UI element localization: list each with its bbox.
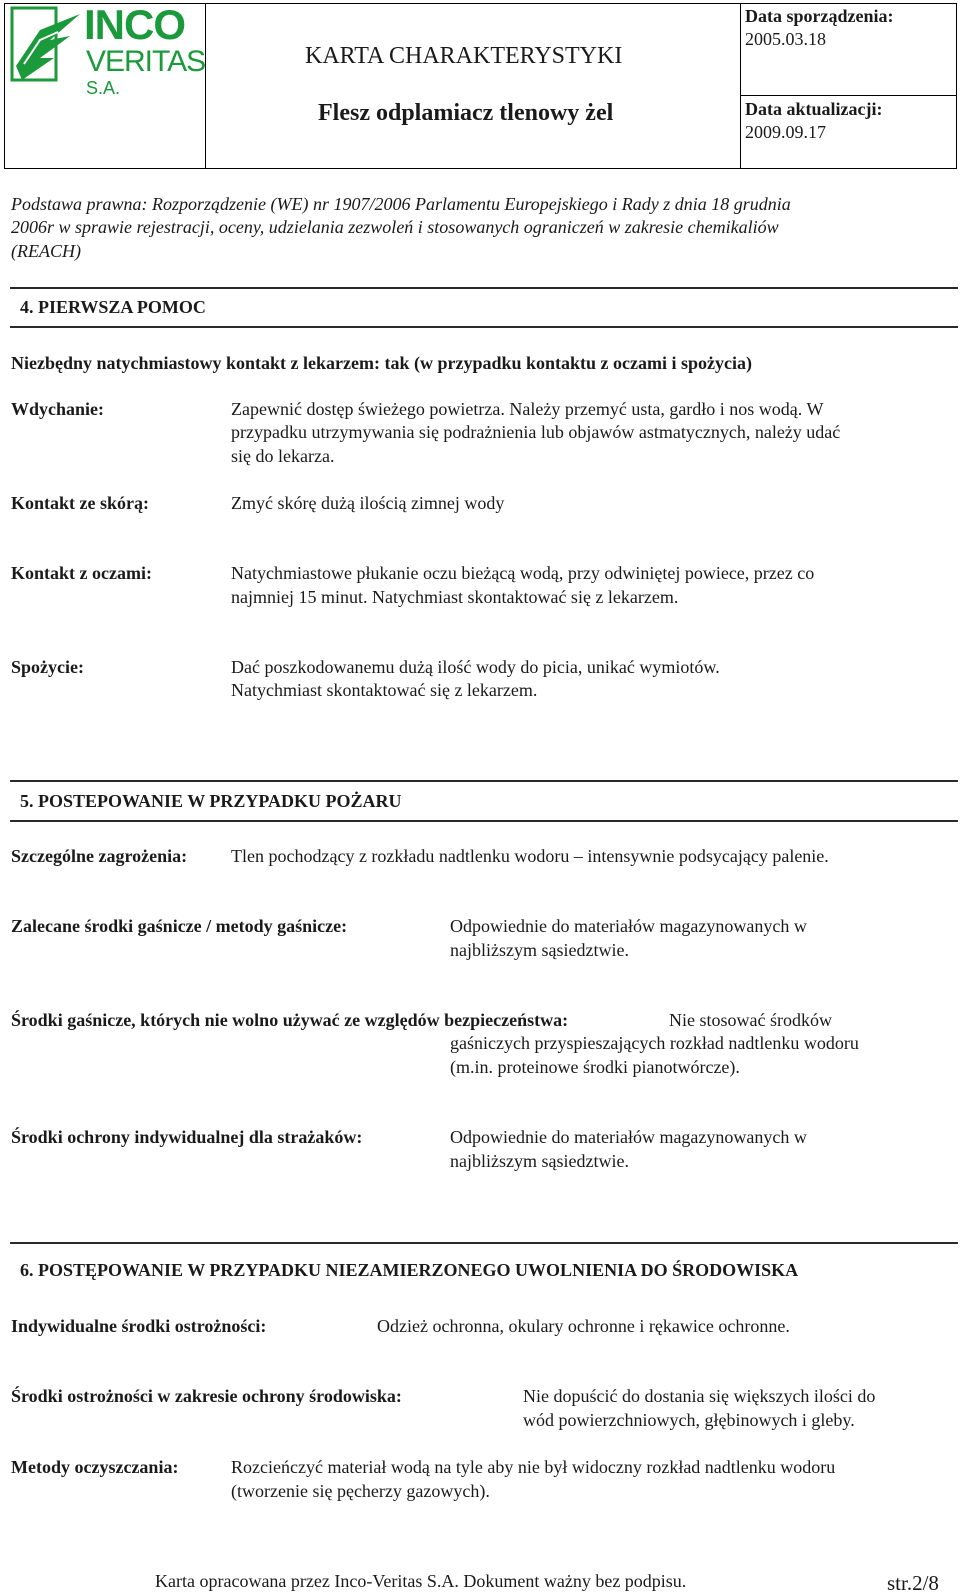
- special-hazards-text: Tlen pochodzący z rozkładu nadtlenku wodoru – intensywnie podsycający palenie.: [231, 846, 829, 866]
- ingestion-text-1: Dać poszkodowanemu dużą ilość wody do picia, unikać wymiotów.: [231, 657, 720, 677]
- firefighter-ppe-label: Środki ochrony indywidualnej dla strażaków:: [11, 1127, 363, 1147]
- firefighter-ppe-text-2: najbliższym sąsiedztwie.: [450, 1151, 629, 1171]
- ingestion-text-2: Natychmiast skontaktować się z lekarzem.: [231, 680, 538, 700]
- firefighter-ppe-text-1: Odpowiednie do materiałów magazynowanych w: [450, 1127, 807, 1147]
- eye-contact-label: Kontakt z oczami:: [11, 563, 152, 583]
- skin-contact-label: Kontakt ze skórą:: [11, 493, 149, 513]
- recommended-media-text-2: najbliższym sąsiedztwie.: [450, 940, 629, 960]
- forbidden-media-text-3: (m.in. proteinowe środki pianotwórcze).: [450, 1057, 740, 1077]
- section-5-heading: 5. POSTEPOWANIE W PRZYPADKU POŻARU: [20, 791, 402, 811]
- created-date: 2005.03.18: [745, 29, 826, 49]
- skin-contact-text: Zmyć skórę dużą ilością zimnej wody: [231, 493, 505, 513]
- document-type: KARTA CHARAKTERYSTYKI: [305, 43, 623, 69]
- footer-note: Karta opracowana przez Inco-Veritas S.A. Dokument ważny bez podpisu.: [155, 1571, 687, 1591]
- section-4-bottom-rule: [10, 326, 958, 328]
- bird-logo-icon: [10, 6, 84, 86]
- environmental-precautions-text-2: wód powierzchniowych, głębinowych i gleby.: [523, 1410, 855, 1430]
- special-hazards-label: Szczególne zagrożenia:: [11, 846, 188, 866]
- section-4-heading: 4. PIERWSZA POMOC: [20, 297, 206, 317]
- section-6-heading: 6. POSTĘPOWANIE W PRZYPADKU NIEZAMIERZONEGO UWOLNIENIA DO ŚRODOWISKA: [20, 1260, 799, 1280]
- eye-contact-text-2: najmniej 15 minut. Natychmiast skontaktować się z lekarzem.: [231, 587, 679, 607]
- eye-contact-text-1: Natychmiastowe płukanie oczu bieżącą wodą, przy odwiniętej powiece, przez co: [231, 563, 815, 583]
- created-label: Data sporządzenia:: [745, 6, 894, 26]
- product-name: Flesz odplamiacz tlenowy żel: [318, 100, 614, 126]
- section-5-top-rule: [10, 780, 958, 782]
- inhalation-text-2: przypadku utrzymywania się podrażnienia lub objawów astmatycznych, należy udać: [231, 422, 841, 442]
- page-number: str.2/8: [887, 1571, 939, 1595]
- cleanup-methods-label: Metody oczyszczania:: [11, 1457, 179, 1477]
- personal-precautions-label: Indywidualne środki ostrożności:: [11, 1316, 267, 1336]
- environmental-precautions-text-1: Nie dopuścić do dostania się większych ilości do: [523, 1386, 876, 1406]
- section-5-bottom-rule: [10, 820, 958, 822]
- inhalation-label: Wdychanie:: [11, 399, 105, 419]
- cleanup-methods-text-2: (tworzenie się pęcherzy gazowych).: [231, 1481, 490, 1501]
- inhalation-text-3: się do lekarza.: [231, 446, 335, 466]
- cleanup-methods-text-1: Rozcieńczyć materiał wodą na tyle aby nie był widoczny rozkład nadtlenku wodoru: [231, 1457, 836, 1477]
- updated-label: Data aktualizacji:: [745, 99, 883, 119]
- personal-precautions-text: Odzież ochronna, okulary ochronne i rękawice ochronne.: [377, 1316, 790, 1336]
- logo-word-sa: S.A.: [86, 78, 121, 98]
- logo-word-inco: INCO: [84, 1, 185, 48]
- legal-basis-line-1: Podstawa prawna: Rozporządzenie (WE) nr 1907/2006 Parlamentu Europejskiego i Rady z dnia 18 grudnia: [11, 194, 791, 214]
- forbidden-media-label: Środki gaśnicze, których nie wolno używać ze względów bezpieczeństwa:: [11, 1010, 569, 1030]
- company-logo: [10, 1, 206, 98]
- legal-basis-line-3: (REACH): [11, 241, 81, 261]
- recommended-media-text-1: Odpowiednie do materiałów magazynowanych w: [450, 916, 807, 936]
- ingestion-label: Spożycie:: [11, 657, 84, 677]
- section-4-top-rule: [10, 287, 958, 289]
- doctor-contact-note: Niezbędny natychmiastowy kontakt z lekarzem: tak (w przypadku kontaktu z oczami i spożycia): [11, 353, 752, 373]
- logo-word-veritas: VERITAS: [86, 45, 206, 78]
- forbidden-media-text-1: Nie stosować środków: [669, 1010, 832, 1030]
- legal-basis-line-2: 2006r w sprawie rejestracji, oceny, udzielania zezwoleń i stosowanych ograniczeń w zakresie chemikaliów: [11, 217, 779, 237]
- section-6-top-rule: [10, 1242, 958, 1244]
- environmental-precautions-label: Środki ostrożności w zakresie ochrony środowiska:: [11, 1386, 402, 1406]
- updated-date: 2009.09.17: [745, 122, 826, 142]
- recommended-media-label: Zalecane środki gaśnicze / metody gaśnicze:: [11, 916, 348, 936]
- forbidden-media-text-2: gaśniczych przyspieszających rozkład nadtlenku wodoru: [450, 1033, 859, 1053]
- inhalation-text-1: Zapewnić dostęp świeżego powietrza. Należy przemyć usta, gardło i nos wodą. W: [231, 399, 824, 419]
